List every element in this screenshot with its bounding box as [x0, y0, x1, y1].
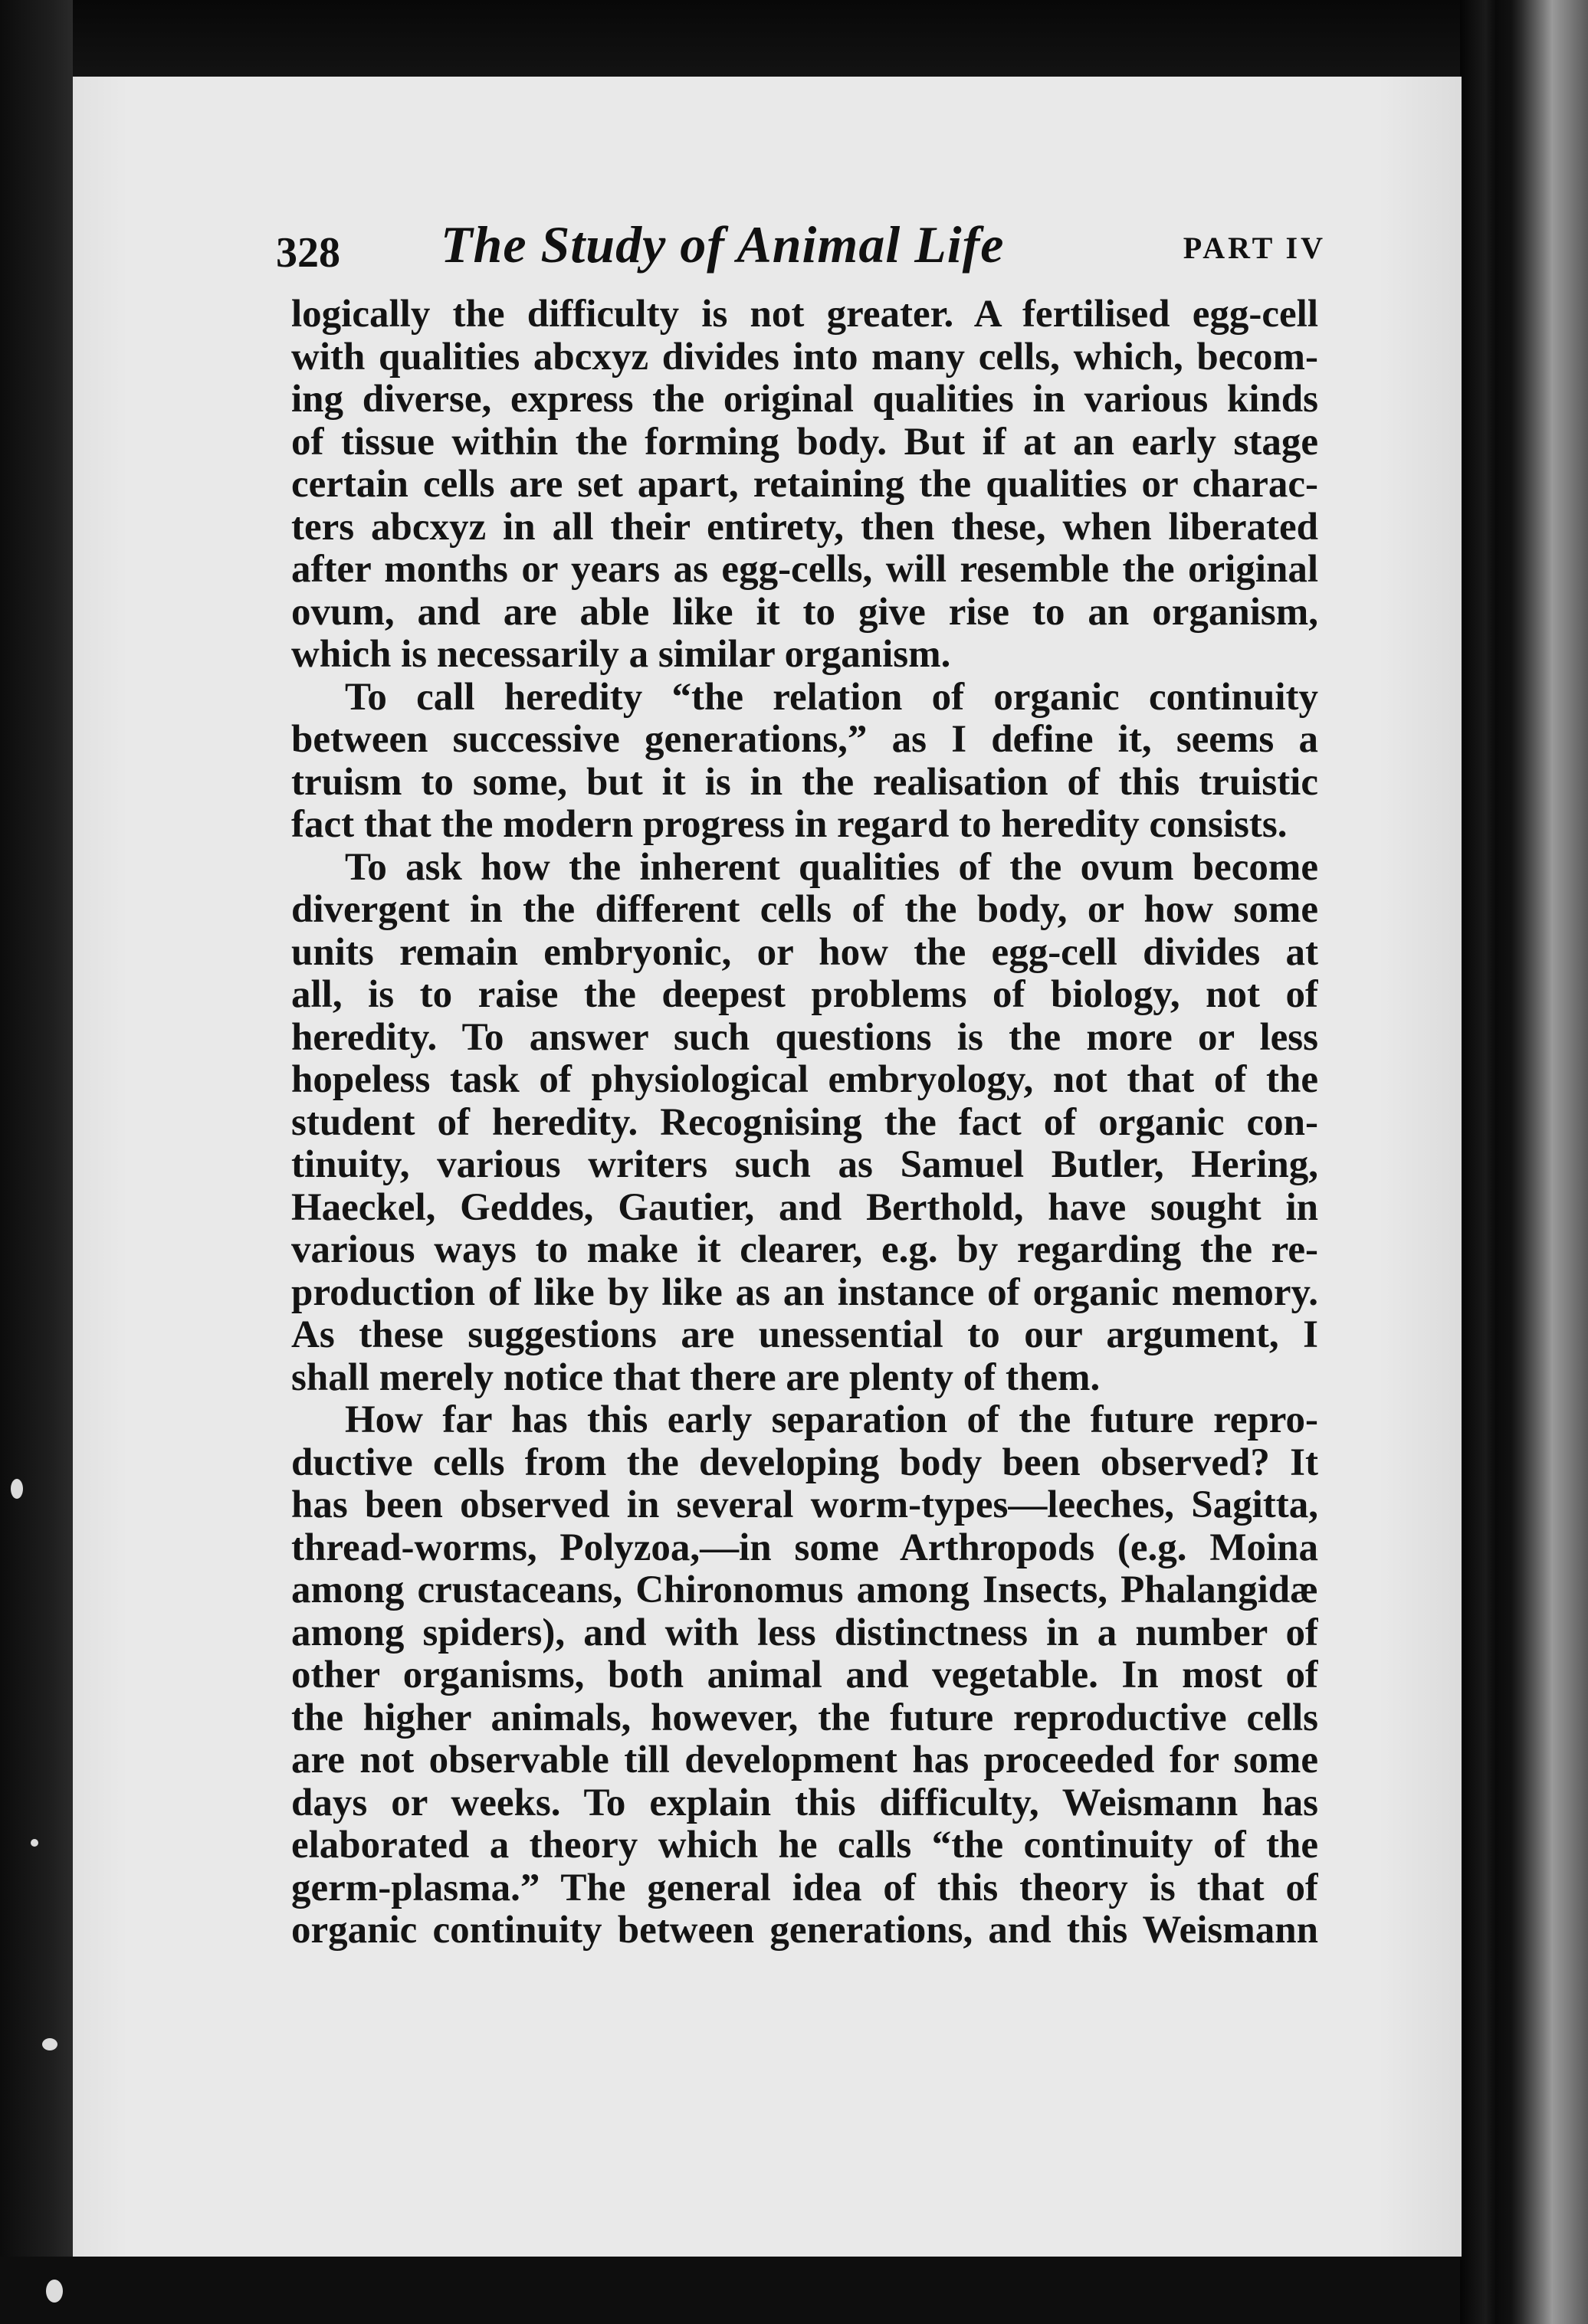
- text-line: shall merely notice that there are plenty of them.: [291, 1356, 1101, 1399]
- text-line: between successive generations,” as I define it, seems a: [291, 719, 1318, 761]
- text-line: has been observed in several worm-types—leeches, Sagitta,: [291, 1484, 1318, 1526]
- text-line: hopeless task of physiological embryology, not that of the: [291, 1059, 1318, 1101]
- text-line: germ-plasma.” The general idea of this theory is that of: [291, 1867, 1318, 1909]
- text-line: ductive cells from the developing body been observed? It: [291, 1441, 1318, 1484]
- text-line: Haeckel, Geddes, Gautier, and Berthold, have sought in: [291, 1186, 1318, 1229]
- scan-border-left: [0, 0, 73, 2324]
- text-line: ing diverse, express the original qualities in various kinds: [291, 379, 1318, 421]
- text-line: elaborated a theory which he calls “the continuity of the: [291, 1824, 1318, 1867]
- text-line: tinuity, various writers such as Samuel Butler, Hering,: [291, 1144, 1318, 1186]
- text-line: To call heredity “the relation of organic continuity: [345, 676, 1318, 719]
- text-line: the higher animals, however, the future reproductive cells: [291, 1696, 1318, 1739]
- text-line: production of like by like as an instance of organic memory.: [291, 1271, 1318, 1314]
- text-line: To ask how the inherent qualities of the ovum become: [345, 846, 1318, 889]
- scan-speck: [46, 2280, 63, 2303]
- book-title: The Study of Animal Life: [441, 215, 1005, 274]
- running-head: [276, 215, 1326, 284]
- text-line: How far has this early separation of the future repro-: [345, 1399, 1318, 1441]
- text-line: organic continuity between generations, and this Weismann: [291, 1909, 1318, 1952]
- part-label: PART IV: [1183, 231, 1326, 265]
- text-line: which is necessarily a similar organism.: [291, 634, 951, 676]
- scan-speck: [31, 1839, 38, 1847]
- scan-border-bottom: [0, 2257, 1588, 2324]
- text-line: As these suggestions are unessential to our argument, I: [291, 1314, 1318, 1356]
- text-line: thread-worms, Polyzoa,—in some Arthropods (e.g. Moina: [291, 1526, 1318, 1569]
- page-number: 328: [276, 229, 340, 277]
- text-line: divergent in the different cells of the body, or how some: [291, 889, 1318, 931]
- text-line: among spiders), and with less distinctness in a number of: [291, 1611, 1318, 1654]
- text-line: various ways to make it clearer, e.g. by regarding the re-: [291, 1229, 1318, 1271]
- text-line: days or weeks. To explain this difficulty, Weismann has: [291, 1782, 1318, 1824]
- scan-speck: [42, 2038, 57, 2050]
- text-line: ters abcxyz in all their entirety, then these, when liberated: [291, 506, 1318, 549]
- text-line: ovum, and are able like it to give rise to an organism,: [291, 591, 1318, 634]
- text-line: other organisms, both animal and vegetable. In most of: [291, 1654, 1318, 1696]
- scan-border-right: [1460, 0, 1588, 2324]
- text-line: among crustaceans, Chironomus among Insects, Phalangidæ: [291, 1569, 1318, 1611]
- text-line: student of heredity. Recognising the fact of organic con-: [291, 1101, 1318, 1144]
- text-line: certain cells are set apart, retaining the qualities or charac-: [291, 464, 1318, 506]
- text-line: all, is to raise the deepest problems of biology, not of: [291, 974, 1318, 1016]
- text-line: truism to some, but it is in the realisation of this truistic: [291, 761, 1318, 804]
- text-line: are not observable till development has proceeded for some: [291, 1739, 1318, 1782]
- text-line: heredity. To answer such questions is the more or less: [291, 1016, 1318, 1059]
- text-line: of tissue within the forming body. But if at an early stage: [291, 421, 1318, 464]
- body-text: [291, 293, 1318, 1952]
- text-line: logically the difficulty is not greater. A fertilised egg-cell: [291, 293, 1318, 336]
- text-line: fact that the modern progress in regard to heredity consists.: [291, 804, 1288, 846]
- text-line: with qualities abcxyz divides into many cells, which, becom-: [291, 336, 1318, 379]
- text-line: units remain embryonic, or how the egg-cell divides at: [291, 931, 1318, 974]
- text-line: after months or years as egg-cells, will resemble the original: [291, 549, 1318, 591]
- scan-speck: [11, 1479, 23, 1499]
